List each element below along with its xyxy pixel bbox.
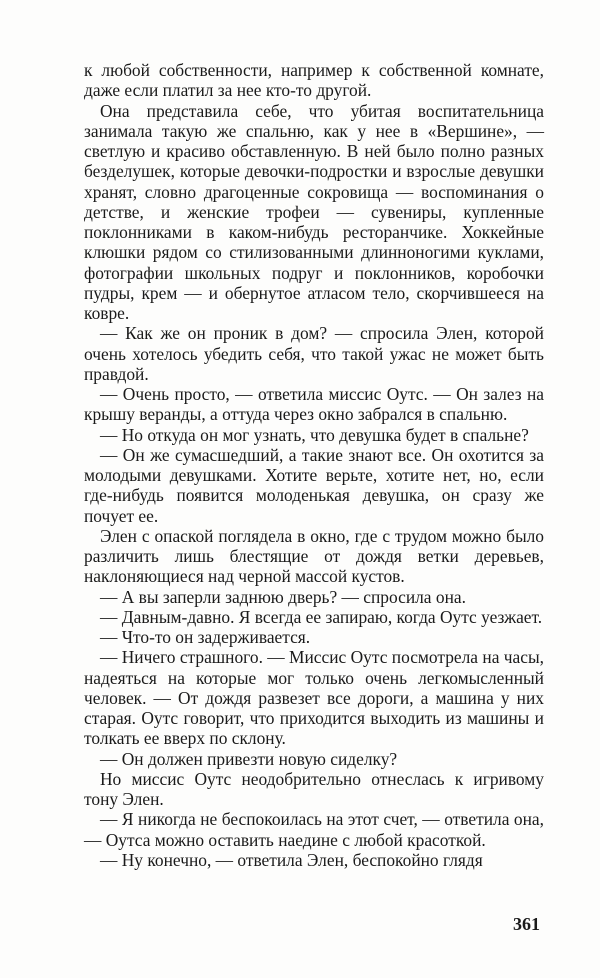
paragraph: — Как же он проник в дом? — спросила Элен, которой очень хотелось убедить себя, что такой ужас не может быть правдой. (84, 323, 544, 384)
paragraph: — Я никогда не беспокоилась на этот счет, — ответила она, — Оутса можно оставить наедине с любой красоткой. (84, 809, 544, 850)
paragraph: — А вы заперли заднюю дверь? — спросила она. (100, 586, 466, 607)
page-body-text (84, 60, 544, 870)
paragraph: — Давным-давно. Я всегда ее запираю, когда Оутс уезжает. (100, 606, 543, 627)
paragraph: — Ну конечно, — ответила Элен, беспокойно глядя (100, 849, 483, 870)
paragraph: — Очень просто, — ответила миссис Оутс. — Он залез на крышу веранды, а оттуда через окно забрался в спальню. (84, 384, 544, 425)
paragraph: — Но откуда он мог узнать, что девушка будет в спальне? (100, 424, 529, 445)
paragraph: Она представила себе, что убитая воспитательница занимала такую же спальню, как у нее в «Вершине», — светлую и красиво обставленную. В ней было полно разных безделушек, которые девочки-подростки и взрослые девушки хранят, словно драгоценные сокровища — воспоминания о детстве, и женские трофеи — сувениры, купленные поклонниками в каком-нибудь ресторанчике. Хоккейные клюшки рядом со стилизованными длинноногими куклами, фотографии школьных подруг и поклонников, коробочки пудры, крем — и обернутое атласом тело, скорчившееся на ковре. (84, 100, 544, 323)
paragraph: — Он же сумасшедший, а такие знают все. Он охотится за молодыми девушками. Хотите верьте, хотите нет, но, если где-нибудь появится молоденькая девушка, он сразу же почует ее. (84, 444, 544, 526)
paragraph: Но миссис Оутс неодобрительно отнеслась к игривому тону Элен. (84, 768, 544, 809)
paragraph: Элен с опаской поглядела в окно, где с трудом можно было различить лишь блестящие от дождя ветки деревьев, наклоняющиеся над черной массой кустов. (84, 525, 544, 587)
page-number: 361 (513, 914, 540, 934)
paragraph: — Он должен привезти новую сиделку? (100, 748, 398, 769)
paragraph: — Что-то он задерживается. (100, 627, 311, 647)
paragraph: — Ничего страшного. — Миссис Оутс посмотрела на часы, надеяться на которые мог только очень легкомысленный человек. — От дождя развезет все дороги, а машина у них старая. Оутс говорит, что приходится выходить из машины и толкать ее вверх по склону. (84, 647, 544, 749)
paragraph: к любой собственности, например к собственной комнате, даже если платил за нее кто-то другой. (84, 60, 544, 101)
